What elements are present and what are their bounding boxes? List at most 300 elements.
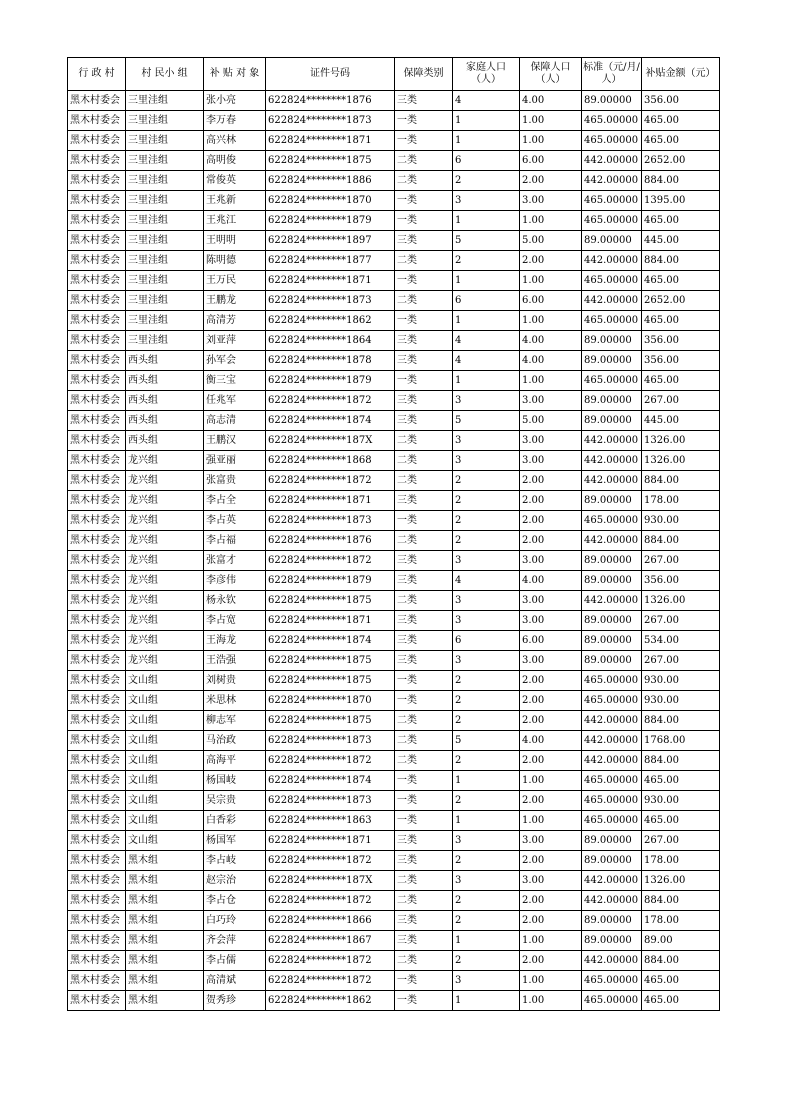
cell-recipient: 李万春 bbox=[204, 111, 266, 131]
cell-covered-size: 4.00 bbox=[520, 571, 582, 591]
table-row bbox=[68, 311, 720, 331]
cell-village: 黑木村委会 bbox=[68, 811, 126, 831]
cell-id-number: 622824********1870 bbox=[266, 191, 395, 211]
cell-id-number: 622824********1879 bbox=[266, 211, 395, 231]
cell-category: 一类 bbox=[395, 691, 453, 711]
table-row bbox=[68, 611, 720, 631]
cell-recipient: 衡三宝 bbox=[204, 371, 266, 391]
cell-id-number: 622824********1878 bbox=[266, 351, 395, 371]
cell-group: 龙兴组 bbox=[126, 571, 204, 591]
cell-category: 三类 bbox=[395, 551, 453, 571]
table-row bbox=[68, 731, 720, 751]
cell-amount: 1326.00 bbox=[642, 591, 720, 611]
table-row bbox=[68, 391, 720, 411]
cell-id-number: 622824********187X bbox=[266, 431, 395, 451]
cell-group: 文山组 bbox=[126, 751, 204, 771]
cell-category: 二类 bbox=[395, 591, 453, 611]
cell-village: 黑木村委会 bbox=[68, 891, 126, 911]
cell-household-size: 2 bbox=[453, 951, 520, 971]
cell-id-number: 622824********1873 bbox=[266, 111, 395, 131]
cell-id-number: 622824********1872 bbox=[266, 971, 395, 991]
cell-recipient: 张小亮 bbox=[204, 91, 266, 111]
cell-recipient: 高清斌 bbox=[204, 971, 266, 991]
cell-category: 三类 bbox=[395, 331, 453, 351]
cell-standard: 465.00000 bbox=[582, 211, 642, 231]
cell-id-number: 622824********1872 bbox=[266, 391, 395, 411]
cell-amount: 930.00 bbox=[642, 691, 720, 711]
table-row bbox=[68, 691, 720, 711]
cell-category: 一类 bbox=[395, 971, 453, 991]
cell-household-size: 1 bbox=[453, 111, 520, 131]
cell-group: 龙兴组 bbox=[126, 611, 204, 631]
table-row bbox=[68, 251, 720, 271]
cell-category: 二类 bbox=[395, 451, 453, 471]
cell-amount: 930.00 bbox=[642, 791, 720, 811]
cell-recipient: 高兴林 bbox=[204, 131, 266, 151]
cell-household-size: 3 bbox=[453, 611, 520, 631]
cell-category: 三类 bbox=[395, 91, 453, 111]
cell-group: 黑木组 bbox=[126, 871, 204, 891]
cell-id-number: 622824********1876 bbox=[266, 531, 395, 551]
cell-category: 二类 bbox=[395, 751, 453, 771]
cell-recipient: 任兆军 bbox=[204, 391, 266, 411]
cell-group: 龙兴组 bbox=[126, 511, 204, 531]
cell-household-size: 3 bbox=[453, 391, 520, 411]
cell-group: 西头组 bbox=[126, 351, 204, 371]
cell-standard: 465.00000 bbox=[582, 311, 642, 331]
cell-category: 三类 bbox=[395, 571, 453, 591]
cell-id-number: 622824********1875 bbox=[266, 671, 395, 691]
cell-recipient: 高明俊 bbox=[204, 151, 266, 171]
cell-category: 一类 bbox=[395, 131, 453, 151]
cell-covered-size: 5.00 bbox=[520, 231, 582, 251]
cell-covered-size: 1.00 bbox=[520, 311, 582, 331]
cell-household-size: 3 bbox=[453, 651, 520, 671]
cell-household-size: 4 bbox=[453, 331, 520, 351]
cell-group: 文山组 bbox=[126, 731, 204, 751]
cell-group: 三里洼组 bbox=[126, 211, 204, 231]
cell-group: 龙兴组 bbox=[126, 551, 204, 571]
cell-village: 黑木村委会 bbox=[68, 111, 126, 131]
cell-amount: 465.00 bbox=[642, 211, 720, 231]
cell-standard: 465.00000 bbox=[582, 771, 642, 791]
cell-village: 黑木村委会 bbox=[68, 751, 126, 771]
cell-id-number: 622824********1876 bbox=[266, 91, 395, 111]
cell-covered-size: 2.00 bbox=[520, 491, 582, 511]
cell-covered-size: 3.00 bbox=[520, 611, 582, 631]
cell-recipient: 杨国岐 bbox=[204, 771, 266, 791]
cell-category: 三类 bbox=[395, 911, 453, 931]
cell-group: 文山组 bbox=[126, 771, 204, 791]
cell-covered-size: 3.00 bbox=[520, 431, 582, 451]
cell-standard: 442.00000 bbox=[582, 891, 642, 911]
cell-id-number: 622824********1875 bbox=[266, 151, 395, 171]
cell-standard: 442.00000 bbox=[582, 751, 642, 771]
cell-village: 黑木村委会 bbox=[68, 911, 126, 931]
cell-category: 二类 bbox=[395, 871, 453, 891]
cell-recipient: 柳志军 bbox=[204, 711, 266, 731]
table-row bbox=[68, 971, 720, 991]
cell-household-size: 2 bbox=[453, 531, 520, 551]
cell-household-size: 3 bbox=[453, 591, 520, 611]
cell-village: 黑木村委会 bbox=[68, 311, 126, 331]
cell-id-number: 622824********1871 bbox=[266, 131, 395, 151]
cell-standard: 465.00000 bbox=[582, 111, 642, 131]
cell-id-number: 622824********187X bbox=[266, 871, 395, 891]
cell-group: 文山组 bbox=[126, 671, 204, 691]
cell-village: 黑木村委会 bbox=[68, 871, 126, 891]
cell-group: 三里洼组 bbox=[126, 131, 204, 151]
cell-village: 黑木村委会 bbox=[68, 411, 126, 431]
table-row bbox=[68, 871, 720, 891]
cell-recipient: 王兆江 bbox=[204, 211, 266, 231]
cell-amount: 2652.00 bbox=[642, 151, 720, 171]
cell-household-size: 3 bbox=[453, 831, 520, 851]
table-row bbox=[68, 851, 720, 871]
cell-village: 黑木村委会 bbox=[68, 191, 126, 211]
cell-group: 西头组 bbox=[126, 391, 204, 411]
cell-covered-size: 6.00 bbox=[520, 291, 582, 311]
header-amount: 补贴金额（元） bbox=[642, 58, 720, 91]
cell-covered-size: 4.00 bbox=[520, 91, 582, 111]
cell-id-number: 622824********1872 bbox=[266, 951, 395, 971]
cell-village: 黑木村委会 bbox=[68, 511, 126, 531]
cell-amount: 178.00 bbox=[642, 911, 720, 931]
cell-village: 黑木村委会 bbox=[68, 211, 126, 231]
cell-village: 黑木村委会 bbox=[68, 531, 126, 551]
cell-amount: 884.00 bbox=[642, 171, 720, 191]
cell-recipient: 李占宽 bbox=[204, 611, 266, 631]
cell-amount: 356.00 bbox=[642, 351, 720, 371]
cell-village: 黑木村委会 bbox=[68, 851, 126, 871]
cell-standard: 89.00000 bbox=[582, 631, 642, 651]
cell-standard: 442.00000 bbox=[582, 171, 642, 191]
cell-id-number: 622824********1874 bbox=[266, 771, 395, 791]
cell-group: 三里洼组 bbox=[126, 311, 204, 331]
table-row bbox=[68, 171, 720, 191]
cell-group: 龙兴组 bbox=[126, 631, 204, 651]
cell-covered-size: 2.00 bbox=[520, 911, 582, 931]
cell-category: 二类 bbox=[395, 711, 453, 731]
cell-id-number: 622824********1862 bbox=[266, 991, 395, 1011]
table-row bbox=[68, 231, 720, 251]
cell-standard: 89.00000 bbox=[582, 351, 642, 371]
cell-recipient: 高海平 bbox=[204, 751, 266, 771]
cell-amount: 930.00 bbox=[642, 511, 720, 531]
cell-village: 黑木村委会 bbox=[68, 91, 126, 111]
header-standard: 标准（元/月/人） bbox=[582, 58, 642, 91]
table-row bbox=[68, 891, 720, 911]
table-row bbox=[68, 291, 720, 311]
cell-household-size: 1 bbox=[453, 771, 520, 791]
cell-covered-size: 2.00 bbox=[520, 851, 582, 871]
table-row bbox=[68, 211, 720, 231]
cell-standard: 89.00000 bbox=[582, 651, 642, 671]
cell-group: 黑木组 bbox=[126, 991, 204, 1011]
cell-covered-size: 4.00 bbox=[520, 351, 582, 371]
cell-recipient: 刘树贵 bbox=[204, 671, 266, 691]
cell-id-number: 622824********1868 bbox=[266, 451, 395, 471]
table-row bbox=[68, 331, 720, 351]
cell-household-size: 1 bbox=[453, 271, 520, 291]
cell-category: 二类 bbox=[395, 431, 453, 451]
cell-id-number: 622824********1871 bbox=[266, 491, 395, 511]
cell-village: 黑木村委会 bbox=[68, 171, 126, 191]
cell-standard: 465.00000 bbox=[582, 971, 642, 991]
cell-group: 西头组 bbox=[126, 431, 204, 451]
cell-standard: 442.00000 bbox=[582, 471, 642, 491]
cell-category: 二类 bbox=[395, 731, 453, 751]
table-row bbox=[68, 571, 720, 591]
header-row bbox=[68, 58, 720, 91]
cell-village: 黑木村委会 bbox=[68, 291, 126, 311]
cell-recipient: 高清芳 bbox=[204, 311, 266, 331]
cell-group: 黑木组 bbox=[126, 971, 204, 991]
cell-amount: 465.00 bbox=[642, 131, 720, 151]
cell-amount: 465.00 bbox=[642, 371, 720, 391]
cell-standard: 465.00000 bbox=[582, 371, 642, 391]
table-row bbox=[68, 831, 720, 851]
cell-covered-size: 2.00 bbox=[520, 471, 582, 491]
cell-household-size: 2 bbox=[453, 711, 520, 731]
cell-group: 三里洼组 bbox=[126, 231, 204, 251]
cell-covered-size: 4.00 bbox=[520, 731, 582, 751]
cell-village: 黑木村委会 bbox=[68, 331, 126, 351]
cell-standard: 89.00000 bbox=[582, 231, 642, 251]
cell-covered-size: 3.00 bbox=[520, 391, 582, 411]
cell-standard: 89.00000 bbox=[582, 611, 642, 631]
cell-recipient: 常俊英 bbox=[204, 171, 266, 191]
cell-household-size: 6 bbox=[453, 291, 520, 311]
table-row bbox=[68, 631, 720, 651]
cell-group: 龙兴组 bbox=[126, 491, 204, 511]
cell-village: 黑木村委会 bbox=[68, 451, 126, 471]
cell-category: 二类 bbox=[395, 531, 453, 551]
cell-village: 黑木村委会 bbox=[68, 231, 126, 251]
cell-group: 龙兴组 bbox=[126, 651, 204, 671]
cell-standard: 89.00000 bbox=[582, 331, 642, 351]
cell-amount: 884.00 bbox=[642, 951, 720, 971]
cell-category: 一类 bbox=[395, 191, 453, 211]
cell-covered-size: 6.00 bbox=[520, 151, 582, 171]
header-recipient: 补 贴 对 象 bbox=[204, 58, 266, 91]
cell-standard: 465.00000 bbox=[582, 191, 642, 211]
cell-village: 黑木村委会 bbox=[68, 671, 126, 691]
cell-household-size: 1 bbox=[453, 811, 520, 831]
cell-village: 黑木村委会 bbox=[68, 791, 126, 811]
cell-standard: 465.00000 bbox=[582, 791, 642, 811]
cell-recipient: 张富才 bbox=[204, 551, 266, 571]
cell-amount: 465.00 bbox=[642, 971, 720, 991]
cell-household-size: 1 bbox=[453, 991, 520, 1011]
cell-recipient: 王鹏汉 bbox=[204, 431, 266, 451]
cell-recipient: 陈明德 bbox=[204, 251, 266, 271]
table-row bbox=[68, 711, 720, 731]
cell-group: 黑木组 bbox=[126, 851, 204, 871]
cell-group: 文山组 bbox=[126, 711, 204, 731]
cell-covered-size: 2.00 bbox=[520, 951, 582, 971]
table-row bbox=[68, 931, 720, 951]
cell-amount: 267.00 bbox=[642, 551, 720, 571]
cell-village: 黑木村委会 bbox=[68, 831, 126, 851]
cell-household-size: 4 bbox=[453, 351, 520, 371]
cell-recipient: 高志清 bbox=[204, 411, 266, 431]
cell-covered-size: 2.00 bbox=[520, 671, 582, 691]
cell-recipient: 贺秀珍 bbox=[204, 991, 266, 1011]
cell-recipient: 李占全 bbox=[204, 491, 266, 511]
cell-standard: 465.00000 bbox=[582, 511, 642, 531]
cell-group: 三里洼组 bbox=[126, 291, 204, 311]
cell-category: 二类 bbox=[395, 951, 453, 971]
cell-group: 文山组 bbox=[126, 791, 204, 811]
cell-recipient: 白香彩 bbox=[204, 811, 266, 831]
cell-amount: 465.00 bbox=[642, 271, 720, 291]
cell-id-number: 622824********1872 bbox=[266, 891, 395, 911]
cell-household-size: 2 bbox=[453, 891, 520, 911]
cell-id-number: 622824********1873 bbox=[266, 731, 395, 751]
cell-category: 二类 bbox=[395, 291, 453, 311]
cell-household-size: 2 bbox=[453, 471, 520, 491]
cell-amount: 534.00 bbox=[642, 631, 720, 651]
table-row bbox=[68, 991, 720, 1011]
cell-standard: 442.00000 bbox=[582, 431, 642, 451]
cell-covered-size: 6.00 bbox=[520, 631, 582, 651]
cell-household-size: 1 bbox=[453, 311, 520, 331]
cell-standard: 442.00000 bbox=[582, 871, 642, 891]
cell-covered-size: 1.00 bbox=[520, 271, 582, 291]
cell-group: 龙兴组 bbox=[126, 451, 204, 471]
cell-household-size: 3 bbox=[453, 871, 520, 891]
cell-covered-size: 3.00 bbox=[520, 651, 582, 671]
cell-village: 黑木村委会 bbox=[68, 351, 126, 371]
cell-id-number: 622824********1871 bbox=[266, 831, 395, 851]
cell-standard: 442.00000 bbox=[582, 951, 642, 971]
cell-category: 三类 bbox=[395, 851, 453, 871]
cell-recipient: 王浩强 bbox=[204, 651, 266, 671]
cell-covered-size: 3.00 bbox=[520, 551, 582, 571]
table-row bbox=[68, 131, 720, 151]
cell-group: 三里洼组 bbox=[126, 171, 204, 191]
cell-recipient: 马治政 bbox=[204, 731, 266, 751]
cell-amount: 884.00 bbox=[642, 751, 720, 771]
cell-amount: 884.00 bbox=[642, 711, 720, 731]
cell-recipient: 李彦伟 bbox=[204, 571, 266, 591]
cell-standard: 442.00000 bbox=[582, 531, 642, 551]
cell-standard: 89.00000 bbox=[582, 851, 642, 871]
table-row bbox=[68, 151, 720, 171]
cell-standard: 89.00000 bbox=[582, 911, 642, 931]
header-category: 保障类别 bbox=[395, 58, 453, 91]
cell-standard: 89.00000 bbox=[582, 551, 642, 571]
cell-covered-size: 3.00 bbox=[520, 871, 582, 891]
cell-category: 二类 bbox=[395, 171, 453, 191]
cell-covered-size: 1.00 bbox=[520, 991, 582, 1011]
cell-household-size: 3 bbox=[453, 191, 520, 211]
cell-category: 三类 bbox=[395, 631, 453, 651]
cell-amount: 267.00 bbox=[642, 391, 720, 411]
cell-amount: 1326.00 bbox=[642, 451, 720, 471]
cell-covered-size: 1.00 bbox=[520, 811, 582, 831]
cell-standard: 89.00000 bbox=[582, 91, 642, 111]
cell-recipient: 王海龙 bbox=[204, 631, 266, 651]
cell-household-size: 1 bbox=[453, 131, 520, 151]
cell-household-size: 1 bbox=[453, 211, 520, 231]
cell-amount: 2652.00 bbox=[642, 291, 720, 311]
cell-standard: 89.00000 bbox=[582, 391, 642, 411]
cell-recipient: 赵宗治 bbox=[204, 871, 266, 891]
cell-category: 三类 bbox=[395, 491, 453, 511]
cell-village: 黑木村委会 bbox=[68, 271, 126, 291]
table-row bbox=[68, 491, 720, 511]
cell-amount: 465.00 bbox=[642, 311, 720, 331]
cell-amount: 356.00 bbox=[642, 571, 720, 591]
cell-village: 黑木村委会 bbox=[68, 151, 126, 171]
cell-covered-size: 2.00 bbox=[520, 251, 582, 271]
table-row bbox=[68, 911, 720, 931]
cell-group: 三里洼组 bbox=[126, 91, 204, 111]
cell-village: 黑木村委会 bbox=[68, 731, 126, 751]
cell-amount: 1326.00 bbox=[642, 431, 720, 451]
cell-recipient: 孙军会 bbox=[204, 351, 266, 371]
cell-id-number: 622824********1875 bbox=[266, 711, 395, 731]
cell-recipient: 齐会萍 bbox=[204, 931, 266, 951]
cell-amount: 884.00 bbox=[642, 891, 720, 911]
cell-household-size: 2 bbox=[453, 791, 520, 811]
cell-group: 文山组 bbox=[126, 831, 204, 851]
cell-category: 三类 bbox=[395, 831, 453, 851]
table-row bbox=[68, 351, 720, 371]
cell-amount: 884.00 bbox=[642, 471, 720, 491]
cell-category: 三类 bbox=[395, 651, 453, 671]
cell-village: 黑木村委会 bbox=[68, 951, 126, 971]
cell-covered-size: 1.00 bbox=[520, 111, 582, 131]
cell-category: 一类 bbox=[395, 311, 453, 331]
cell-id-number: 622824********1877 bbox=[266, 251, 395, 271]
cell-household-size: 3 bbox=[453, 431, 520, 451]
cell-group: 黑木组 bbox=[126, 911, 204, 931]
cell-covered-size: 1.00 bbox=[520, 371, 582, 391]
header-village: 行 政 村 bbox=[68, 58, 126, 91]
cell-village: 黑木村委会 bbox=[68, 551, 126, 571]
table-row bbox=[68, 431, 720, 451]
cell-standard: 89.00000 bbox=[582, 411, 642, 431]
table-row bbox=[68, 111, 720, 131]
cell-village: 黑木村委会 bbox=[68, 971, 126, 991]
cell-category: 三类 bbox=[395, 231, 453, 251]
cell-household-size: 3 bbox=[453, 451, 520, 471]
cell-covered-size: 2.00 bbox=[520, 531, 582, 551]
cell-covered-size: 5.00 bbox=[520, 411, 582, 431]
cell-id-number: 622824********1873 bbox=[266, 291, 395, 311]
cell-household-size: 2 bbox=[453, 671, 520, 691]
cell-household-size: 5 bbox=[453, 411, 520, 431]
cell-amount: 884.00 bbox=[642, 531, 720, 551]
cell-category: 一类 bbox=[395, 791, 453, 811]
cell-category: 二类 bbox=[395, 151, 453, 171]
cell-amount: 1768.00 bbox=[642, 731, 720, 751]
cell-amount: 930.00 bbox=[642, 671, 720, 691]
cell-covered-size: 3.00 bbox=[520, 451, 582, 471]
cell-category: 三类 bbox=[395, 411, 453, 431]
cell-group: 三里洼组 bbox=[126, 331, 204, 351]
cell-recipient: 米思林 bbox=[204, 691, 266, 711]
cell-village: 黑木村委会 bbox=[68, 711, 126, 731]
cell-category: 三类 bbox=[395, 391, 453, 411]
table-row bbox=[68, 751, 720, 771]
cell-category: 二类 bbox=[395, 471, 453, 491]
cell-covered-size: 2.00 bbox=[520, 791, 582, 811]
subsidy-sheet bbox=[67, 57, 720, 1011]
